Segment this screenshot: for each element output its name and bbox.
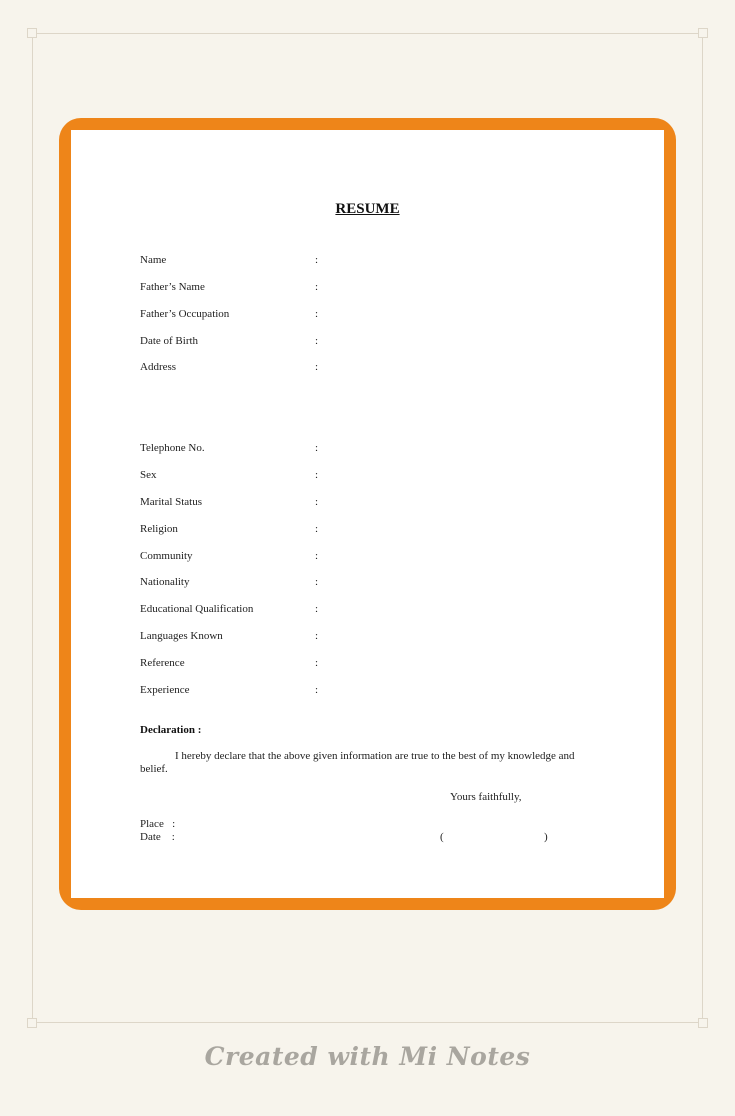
frame-corner-ornament — [698, 28, 708, 38]
field-label-address: Address — [140, 361, 177, 373]
field-colon: : — [315, 630, 319, 642]
field-colon: : — [315, 335, 319, 347]
field-colon: : — [315, 550, 319, 562]
place-label: Place : — [140, 818, 176, 830]
field-label-fathers-occupation: Father’s Occupation — [140, 308, 230, 320]
signature-open-paren: ( — [440, 831, 444, 843]
field-colon: : — [315, 308, 319, 320]
field-label-fathers-name: Father’s Name — [140, 281, 205, 293]
field-label-experience: Experience — [140, 684, 190, 696]
field-colon: : — [315, 684, 319, 696]
created-with-footer: Created with Mi Notes — [204, 1042, 531, 1071]
field-label-date-of-birth: Date of Birth — [140, 335, 199, 347]
field-label-sex: Sex — [140, 469, 157, 481]
field-colon: : — [315, 254, 319, 266]
declaration-heading: Declaration : — [140, 724, 202, 736]
field-label-community: Community — [140, 550, 193, 562]
field-label-marital-status: Marital Status — [140, 496, 203, 508]
field-label-religion: Religion — [140, 523, 178, 535]
closing-text: Yours faithfully, — [450, 791, 522, 803]
field-colon: : — [315, 442, 319, 454]
resume-title: RESUME — [335, 201, 400, 217]
field-colon: : — [315, 361, 319, 373]
frame-corner-ornament — [698, 1018, 708, 1028]
resume-sheet[interactable] — [71, 130, 664, 898]
field-label-nationality: Nationality — [140, 576, 190, 588]
field-label-languages-known: Languages Known — [140, 630, 223, 642]
field-colon: : — [315, 469, 319, 481]
field-colon: : — [315, 523, 319, 535]
field-colon: : — [315, 576, 319, 588]
field-colon: : — [315, 281, 319, 293]
frame-corner-ornament — [27, 28, 37, 38]
field-colon: : — [315, 496, 319, 508]
date-label: Date : — [140, 831, 175, 843]
signature-close-paren: ) — [544, 831, 548, 843]
declaration-text: I hereby declare that the above given information are true to the best of my knowledge and belief. — [140, 750, 575, 775]
field-label-telephone: Telephone No. — [140, 442, 205, 454]
field-label-educational-qualification: Educational Qualification — [140, 603, 254, 615]
field-colon: : — [315, 657, 319, 669]
frame-corner-ornament — [27, 1018, 37, 1028]
field-colon: : — [315, 603, 319, 615]
field-label-reference: Reference — [140, 657, 185, 669]
field-label-name: Name — [140, 254, 167, 266]
